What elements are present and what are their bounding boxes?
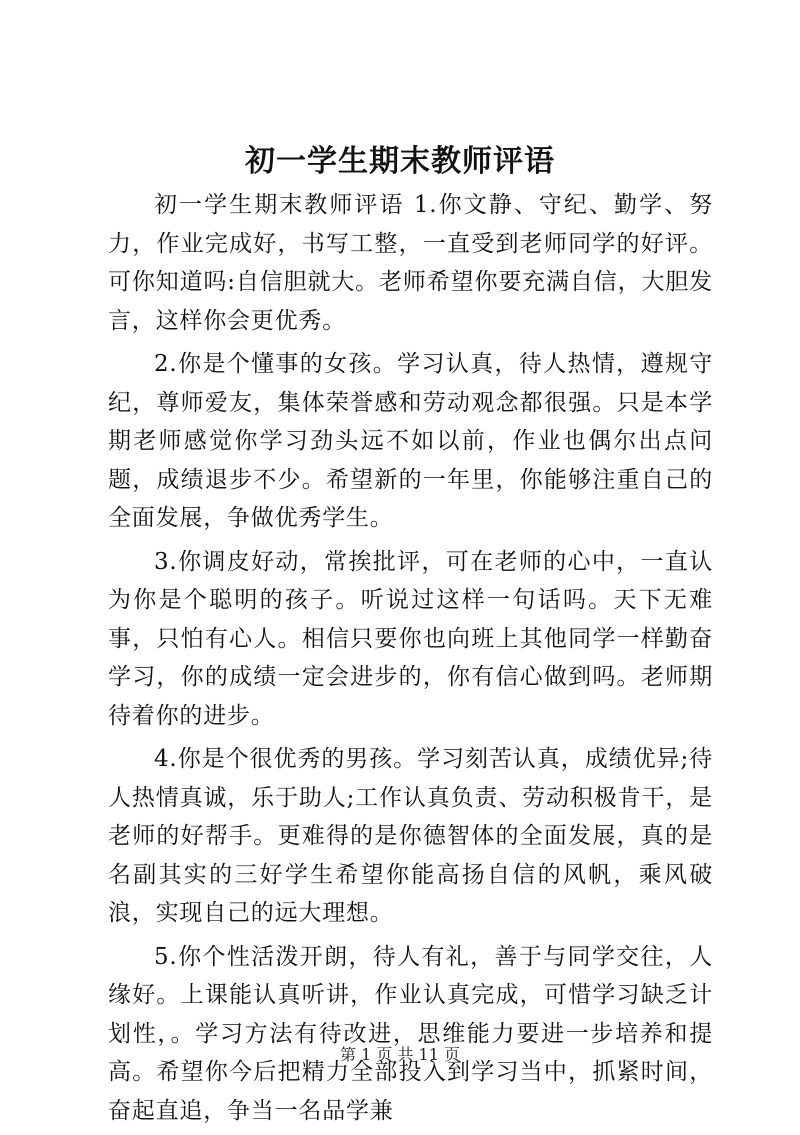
document-title: 初一学生期末教师评语	[245, 144, 555, 179]
paragraph-4: 4.你是个很优秀的男孩。学习刻苦认真，成绩优异;待人热情真诚，乐于助人;工作认真负责、劳动积极肯干，是老师的好帮手。更难得的是你德智体的全面发展，真的是名副其实的三好学生希望你能高扬自信的风帆，乘风破浪，实现自己的远大理想。	[108, 746, 713, 926]
document-body	[108, 186, 713, 1135]
paragraph-5: 5.你个性活泼开朗，待人有礼，善于与同学交往，人缘好。上课能认真听讲，作业认真完成，可惜学习缺乏计划性，。学习方法有待改进，思维能力要进一步培养和提高。希望你今后把精力全部投入到学习当中，抓紧时间，奋起直追，争当一名品学兼	[108, 943, 713, 1124]
page-footer: 第 1 页 共 11 页	[340, 1045, 460, 1064]
paragraph-1: 初一学生期末教师评语 1.你文静、守纪、勤学、努力，作业完成好，书写工整，一直受到老师同学的好评。可你知道吗:自信胆就大。老师希望你要充满自信，大胆发言，这样你会更优秀。	[108, 192, 713, 334]
paragraph-2: 2.你是个懂事的女孩。学习认真，待人热情，遵规守纪，尊师爱友，集体荣誉感和劳动观念都很强。只是本学期老师感觉你学习劲头远不如以前，作业也偶尔出点问题，成绩退步不少。希望新的一年里，你能够注重自己的全面发展，争做优秀学生。	[108, 351, 713, 531]
paragraph-3: 3.你调皮好动，常挨批评，可在老师的心中，一直认为你是个聪明的孩子。听说过这样一句话吗。天下无难事，只怕有心人。相信只要你也向班上其他同学一样勤奋学习，你的成绩一定会进步的，你有信心做到吗。老师期待着你的进步。	[108, 548, 713, 729]
